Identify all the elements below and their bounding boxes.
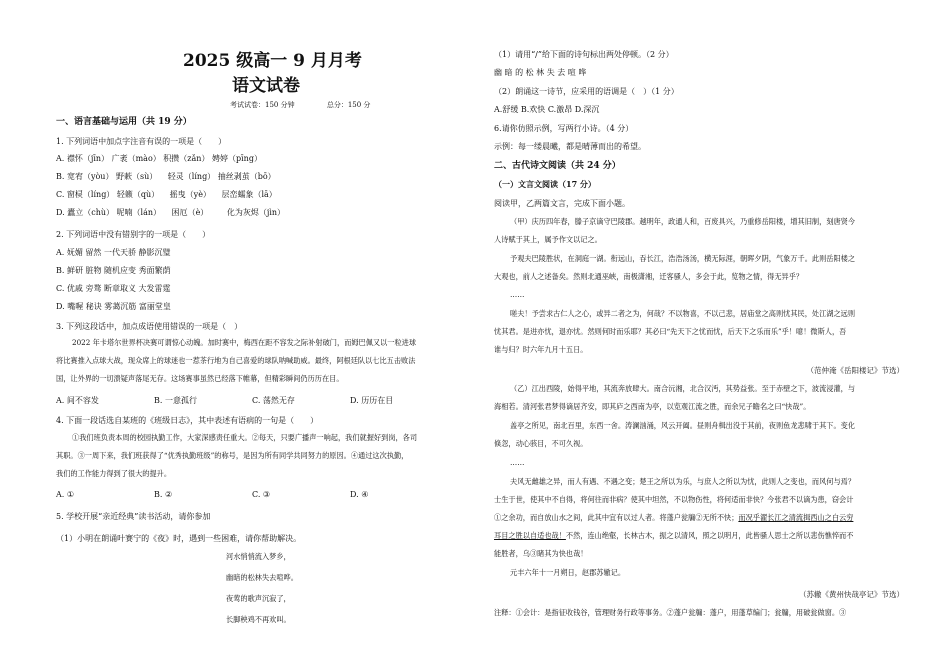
question-5: 5. 学校开展“亲近经典”读书活动，请你参加 xyxy=(56,512,211,521)
source-citation-1: （范仲淹《岳阳楼记》节选） xyxy=(806,366,904,375)
question-1: 1. 下列词语中加点字注音有误的一项是（ ） xyxy=(56,137,227,146)
q3-passage-line-1: 2022 年卡塔尔世界杯决赛可谓惊心动魄。加时赛中，梅西在距不容发之际补射破门，而姆巴佩又以一粒进球 xyxy=(72,338,417,347)
passage-jia-line-3: 予观夫巴陵胜状，在洞庭一湖。衔远山，吞长江，浩浩汤汤，横无际涯，朝晖夕阴，气象万千。此则岳阳楼之 xyxy=(510,254,856,263)
passage-jia-line-1: （甲）庆历四年春，滕子京谪守巴陵郡。越明年，政通人和，百废具兴，乃重修岳阳楼，增其旧制，刻唐贤今 xyxy=(510,217,856,226)
q1-option-b: B. 宽宥（yòu） 野蔌（sù） 轻灵（líng） 抽丝剥茧（bō） xyxy=(56,172,276,181)
q3-option-a: A. 间不容发 xyxy=(56,396,99,405)
q3-option-b: B. 一意孤行 xyxy=(154,396,197,405)
passage-yi-line-1: （乙）江出西陵，始得平地，其流奔放肆大。南合沅湘，北合汉沔，其势益张。至于赤壁之下，波流浸灌，与 xyxy=(510,384,856,393)
poem-line-3: 夜莺的歌声沉寂了， xyxy=(226,594,291,603)
passage-yi-line-2: 海相若。清河张君梦得谪居齐安，即其庐之西南为亭，以览观江流之胜，而余兄子瞻名之曰“快哉”。 xyxy=(494,402,811,411)
q5-part-1-task: （1）请用“/”给下面的诗句标出两处停顿。（2 分） xyxy=(494,50,674,59)
exam-title: 2025 级高一 9 月月考 xyxy=(183,51,362,71)
passage-jia-line-2: 人诗赋于其上，属予作文以记之。 xyxy=(494,235,602,244)
q3-passage-line-2: 将比赛推入点球大战，现众席上的球迷也一惹茶行地为自己喜爱的球队呐喊助威。最终，阿根廷队以七比五击败法 xyxy=(56,356,416,365)
q3-option-c: C. 荡然无存 xyxy=(252,396,295,405)
question-4: 4. 下面一段话选自某班的《班级日志》，其中表述有语病的一句是（ ） xyxy=(56,416,319,425)
q2-option-b: B. 鲜研 脏物 随机应变 秀面繁荫 xyxy=(56,266,171,275)
q4-option-a: A. ① xyxy=(56,490,75,499)
passage-yi-line-8-plain: 不然，连山绝壑，长林古木，振之以清风，照之以明月，此皆骚人思士之所以悲伤憔悴而不 xyxy=(565,531,854,540)
passage-yi-line-7-plain: ①之余功，而自放山水之间，此其中宜有以过人者。将蓬户瓮牖②无所不快； xyxy=(494,513,739,522)
q3-passage-line-3: 国，让外界的一切溃疑声落尾无存。这场赛事虽然已经落下帷幕，但精彩瞬间仍历历在目。 xyxy=(56,374,344,383)
q3-options xyxy=(56,396,448,406)
q3-option-d: D. 历历在目 xyxy=(350,396,394,405)
passage-yi-date: 元丰六年十一月朔日，赵郡苏辙记。 xyxy=(510,568,626,577)
q2-option-a: A. 妩媚 留然 一代天骄 静影沉璧 xyxy=(56,248,171,257)
q1-option-a: A. 襟怀（jīn） 广袤（mào） 积攒（zǎn） 娉婷（pīng） xyxy=(56,154,262,163)
passage-jia-line-4: 大观也，前人之述备矣。然则北通巫峡，南极潇湘，迁客骚人，多会于此，览物之情，得无异乎？ xyxy=(494,272,804,281)
total-score: 总分：150 分 xyxy=(326,101,371,109)
passage-yi-line-6: 士生于世，使其中不自得，将何往而非病？使其中坦然，不以物伤性，将何适而非快？今张君不以谪为患，窃会计 xyxy=(494,495,854,504)
poem-line-1: 河水悄悄流入梦乡， xyxy=(226,552,291,561)
passage-yi-line-3: 盖亭之所见，南北百里，东西一舍。涛澜汹涌，风云开阖。昼则舟楫出没于其前，夜则鱼龙悲啸于其下。变化 xyxy=(510,421,856,430)
ellipsis-2: …… xyxy=(510,458,525,467)
q4-option-d: D. ④ xyxy=(350,490,369,499)
passage-jia-line-5: 嗟夫！予尝求古仁人之心，或异二者之为，何哉？不以物喜，不以己悲，居庙堂之高则忧其民，处江湖之远则 xyxy=(510,309,856,318)
q4-passage-line-1: ①我们班负责本周的校园执勤工作，大家深感责任重大。②每天，只要广播声一响起，我们就握好到岗，各司 xyxy=(72,433,418,442)
exam-time: 考试试卷：150 分钟 xyxy=(230,101,295,109)
section-1-heading: 一、语言基础与运用（共 19 分） xyxy=(56,117,192,127)
q4-option-c: C. ③ xyxy=(252,490,271,499)
q4-options xyxy=(56,490,448,500)
poem-line-4: 长脚秧鸡不再欢叫。 xyxy=(226,615,291,624)
question-3: 3. 下列这段话中，加点成语使用错误的一项是（ ） xyxy=(56,322,243,331)
question-6: 6.请你仿照示例，写两行小诗。（4 分） xyxy=(494,124,634,133)
passage-yi-line-8 xyxy=(494,532,853,541)
subsection-1-heading: （一）文言文阅读（17 分） xyxy=(494,179,596,189)
ellipsis-1: …… xyxy=(510,290,525,299)
q5-part-2: （2）朗诵这一诗节，应采用的语调是（ ）（1 分） xyxy=(494,87,679,96)
passage-yi-line-5: 夫风无雌雄之异，而人有遇、不遇之变；楚王之所以为乐，与庶人之所以为忧，此则人之变也，而风何与焉？ xyxy=(510,477,856,486)
underlined-sentence-part-1: 而况乎濯长江之清流揖西山之白云穷 xyxy=(738,513,854,522)
poem-line-2: 幽暗的松林失去喧哗。 xyxy=(226,573,298,582)
passage-yi-line-7 xyxy=(494,514,853,523)
passage-jia-line-7: 谁与归？时六年九月十五日。 xyxy=(494,345,588,354)
source-citation-2: （苏辙《黄州快哉亭记》节选） xyxy=(799,590,904,599)
underlined-sentence-part-2: 耳目之胜以自适也哉！ xyxy=(494,531,566,540)
q4-passage-line-3: 我们的工作能力得到了很大的提升。 xyxy=(56,469,172,478)
q1-option-d: D. 蠹立（chù） 呢喃（lán） 困厄（è） 化为灰烬（jìn） xyxy=(56,208,286,217)
q2-option-d: D. 嘴喔 秘诀 雾蔼沉筋 富丽堂皇 xyxy=(56,302,171,311)
question-2: 2. 下列词语中没有错别字的一项是（ ） xyxy=(56,230,211,239)
reading-instruction: 阅读甲，乙两篇文言，完成下面小题。 xyxy=(494,199,630,208)
pause-marking-line: 幽 暗 的 松 林 失 去 喧 哗 xyxy=(494,68,587,77)
q6-example: 示例：每一缕晨曦，都是晴薄而出的希望。 xyxy=(494,142,646,151)
q2-option-c: C. 优戚 旁骛 断章取义 大发雷霆 xyxy=(56,284,171,293)
section-2-heading: 二、古代诗文阅读（共 24 分） xyxy=(494,161,621,171)
exam-subject: 语文试卷 xyxy=(232,76,300,96)
passage-jia-line-6: 忧其君。是进亦忧，退亦忧。然则何时而乐耶？其必曰“先天下之忧而忧，后天下之乐而乐”乎！噫！微斯人，吾 xyxy=(494,327,847,336)
annotation-notes: 注释：①会计：是指征收钱谷，管理财务行政等事务。②蓬户瓮牖：蓬户，用蓬草编门；瓮牖，用破瓮做窗。③ xyxy=(494,608,847,617)
q1-option-c: C. 窗棂（líng） 轻籁（qù） 摇曳（yè） 层峦蠕象（lā） xyxy=(56,190,277,199)
passage-yi-line-9: 能胜者，乌③睹其为快也哉！ xyxy=(494,549,588,558)
passage-yi-line-4: 倏忽，动心骇目，不可久视。 xyxy=(494,439,588,448)
q4-passage-line-2: 其职。③一周下来，我们班获得了“优秀执勤班级”的称号，是因为所有同学共同努力的原因。④通过这次执勤， xyxy=(56,451,409,460)
q5-part-1: （1）小明在朗诵叶赛宁的《夜》时，遇到一些困难，请你帮助解决。 xyxy=(56,534,302,543)
q4-option-b: B. ② xyxy=(154,490,173,499)
exam-meta xyxy=(230,100,400,110)
q5-part-2-options: A.舒缓 B.欢快 C.激昂 D.深沉 xyxy=(494,105,600,114)
